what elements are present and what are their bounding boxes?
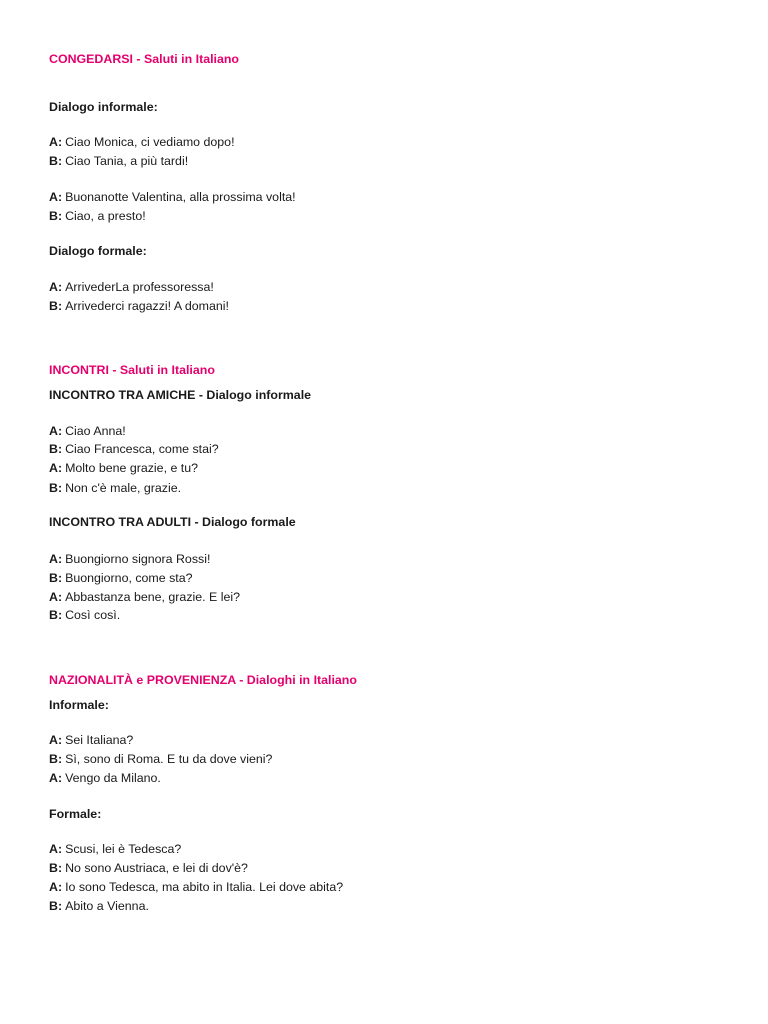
dialogue-label: INCONTRO TRA AMICHE - Dialogo informale: [49, 388, 312, 402]
dialogue-text: Io sono Tedesca, ma abito in Italia. Lei dove abita?: [65, 880, 344, 894]
dialogue-text: Ciao Anna!: [65, 424, 126, 438]
dialogue-line: [49, 751, 272, 767]
speaker-label: A:: [49, 461, 63, 475]
speaker-label: A:: [49, 190, 63, 204]
dialogue-line: [49, 860, 248, 876]
speaker-label: B:: [49, 299, 63, 313]
speaker-label: B:: [49, 209, 63, 223]
speaker-label: A:: [49, 135, 63, 149]
dialogue-label: Informale:: [49, 698, 109, 712]
dialogue-text: Buonanotte Valentina, alla prossima volta!: [65, 190, 296, 204]
dialogue-text: No sono Austriaca, e lei di dov'è?: [65, 861, 248, 875]
section-title: NAZIONALITÀ e PROVENIENZA - Dialoghi in Italiano: [49, 673, 357, 687]
dialogue-text: Non c'è male, grazie.: [65, 481, 182, 495]
dialogue-text: Scusi, lei è Tedesca?: [65, 842, 182, 856]
dialogue-line: [49, 189, 296, 205]
speaker-label: B:: [49, 861, 63, 875]
dialogue-text: Sì, sono di Roma. E tu da dove vieni?: [65, 752, 273, 766]
speaker-label: A:: [49, 771, 63, 785]
dialogue-line: [49, 134, 235, 150]
dialogue-line: [49, 551, 210, 567]
dialogue-text: Sei Italiana?: [65, 733, 134, 747]
dialogue-text: Abbastanza bene, grazie. E lei?: [65, 590, 241, 604]
dialogue-text: Ciao Tania, a più tardi!: [65, 154, 189, 168]
dialogue-label: Dialogo formale:: [49, 244, 147, 258]
dialogue-text: Buongiorno, come sta?: [65, 571, 193, 585]
dialogue-line: [49, 441, 219, 457]
dialogue-text: Così così.: [65, 608, 121, 622]
speaker-label: A:: [49, 590, 63, 604]
dialogue-line: [49, 770, 161, 786]
speaker-label: B:: [49, 154, 63, 168]
dialogue-text: Buongiorno signora Rossi!: [65, 552, 211, 566]
dialogue-line: [49, 208, 146, 224]
speaker-label: A:: [49, 880, 63, 894]
dialogue-line: [49, 589, 240, 605]
dialogue-text: Ciao Francesca, come stai?: [65, 442, 219, 456]
dialogue-label: Formale:: [49, 807, 102, 821]
speaker-label: B:: [49, 442, 63, 456]
dialogue-line: [49, 732, 133, 748]
section-title: INCONTRI - Saluti in Italiano: [49, 363, 215, 377]
speaker-label: B:: [49, 571, 63, 585]
dialogue-line: [49, 153, 188, 169]
dialogue-line: [49, 279, 214, 295]
dialogue-line: [49, 879, 343, 895]
section-title: CONGEDARSI - Saluti in Italiano: [49, 52, 240, 66]
dialogue-line: [49, 480, 181, 496]
dialogue-line: [49, 570, 193, 586]
speaker-label: B:: [49, 608, 63, 622]
dialogue-text: Vengo da Milano.: [65, 771, 161, 785]
speaker-label: A:: [49, 280, 63, 294]
dialogue-line: [49, 898, 149, 914]
dialogue-text: Arrivederci ragazzi! A domani!: [65, 299, 229, 313]
dialogue-text: Ciao Monica, ci vediamo dopo!: [65, 135, 235, 149]
dialogue-text: Molto bene grazie, e tu?: [65, 461, 199, 475]
dialogue-text: Abito a Vienna.: [65, 899, 149, 913]
speaker-label: B:: [49, 481, 63, 495]
dialogue-text: Ciao, a presto!: [65, 209, 146, 223]
dialogue-label: INCONTRO TRA ADULTI - Dialogo formale: [49, 515, 296, 529]
dialogue-line: [49, 607, 120, 623]
speaker-label: A:: [49, 552, 63, 566]
speaker-label: A:: [49, 733, 63, 747]
speaker-label: B:: [49, 752, 63, 766]
dialogue-line: [49, 423, 126, 439]
speaker-label: A:: [49, 424, 63, 438]
speaker-label: B:: [49, 899, 63, 913]
dialogue-text: ArrivederLa professoressa!: [65, 280, 214, 294]
speaker-label: A:: [49, 842, 63, 856]
dialogue-line: [49, 460, 198, 476]
dialogue-label: Dialogo informale:: [49, 100, 158, 114]
dialogue-line: [49, 841, 181, 857]
dialogue-line: [49, 298, 229, 314]
